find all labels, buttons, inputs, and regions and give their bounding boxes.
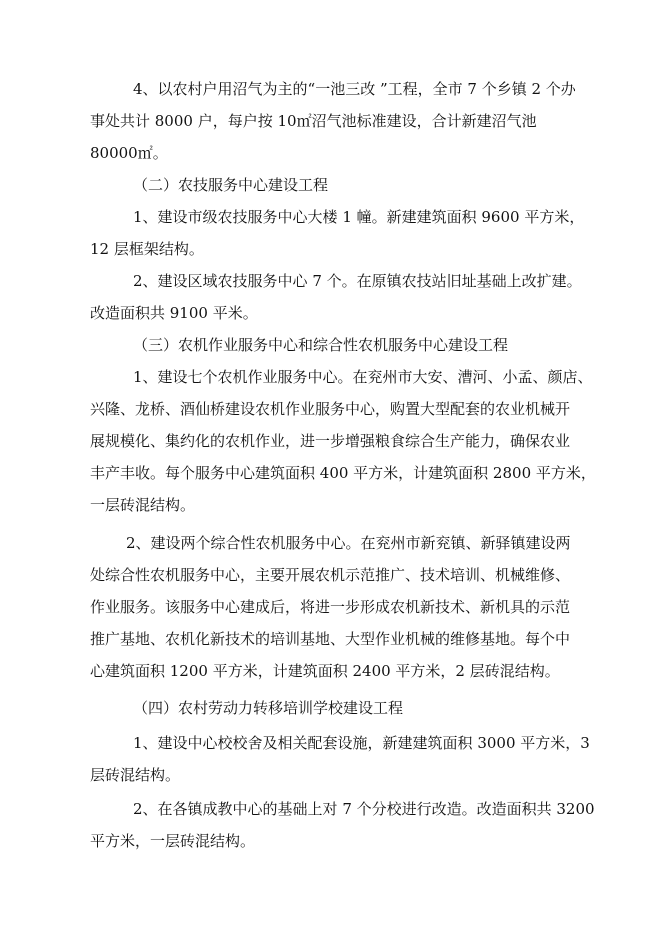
paragraph-line: 一层砖混结构。 — [90, 496, 196, 514]
section-heading: （三）农机作业服务中心和综合性农机服务中心建设工程 — [133, 336, 509, 354]
paragraph-line: 1、建设七个农机作业服务中心。在兖州市大安、漕河、小孟、颜店、 — [133, 368, 593, 386]
paragraph-line: 层砖混结构。 — [90, 766, 181, 784]
paragraph-line: 改造面积共 9100 平米。 — [90, 304, 258, 322]
paragraph-line: 事处共计 8000 户，每户按 10㎡沼气池标准建设，合计新建沼气池 — [90, 112, 537, 130]
paragraph-line: 丰产丰收。每个服务中心建筑面积 400 平方米，计建筑面积 2800 平方米， — [90, 464, 596, 482]
paragraph-line: 2、建设区域农技服务中心 7 个。在原镇农技站旧址基础上改扩建。 — [133, 272, 582, 290]
paragraph-line: 2、建设两个综合性农机服务中心。在兖州市新兖镇、新驿镇建设两 — [126, 534, 571, 552]
paragraph-line: 80000㎡。 — [90, 144, 168, 162]
paragraph-line: 2、在各镇成教中心的基础上对 7 个分校进行改造。改造面积共 3200 — [133, 800, 595, 818]
paragraph-line: 12 层框架结构。 — [90, 240, 204, 258]
section-heading: （二）农技服务中心建设工程 — [133, 176, 329, 194]
paragraph-line: 处综合性农机服务中心，主要开展农机示范推广、技术培训、机械维修、 — [90, 566, 571, 584]
paragraph-line: 作业服务。该服务中心建成后，将进一步形成农机新技术、新机具的示范 — [90, 598, 571, 616]
paragraph-line: 1、建设中心校校舍及相关配套设施，新建建筑面积 3000 平方米，3 — [133, 734, 590, 752]
paragraph-line: 心建筑面积 1200 平方米，计建筑面积 2400 平方米，2 层砖混结构。 — [90, 662, 560, 680]
paragraph-line: 推广基地、农机化新技术的培训基地、大型作业机械的维修基地。每个中 — [90, 630, 571, 648]
paragraph-line: 展规模化、集约化的农机作业，进一步增强粮食综合生产能力，确保农业 — [90, 432, 571, 450]
paragraph-line: 兴隆、龙桥、酒仙桥建设农机作业服务中心，购置大型配套的农业机械开 — [90, 400, 571, 418]
paragraph-line: 4、以农村户用沼气为主的“一池三改 ”工程，全市 7 个乡镇 2 个办 — [133, 80, 576, 98]
paragraph-line: 平方米，一层砖混结构。 — [90, 832, 256, 850]
paragraph-line: 1、建设市级农技服务中心大楼 1 幢。新建建筑面积 9600 平方米， — [133, 208, 585, 226]
section-heading: （四）农村劳动力转移培训学校建设工程 — [133, 699, 404, 717]
